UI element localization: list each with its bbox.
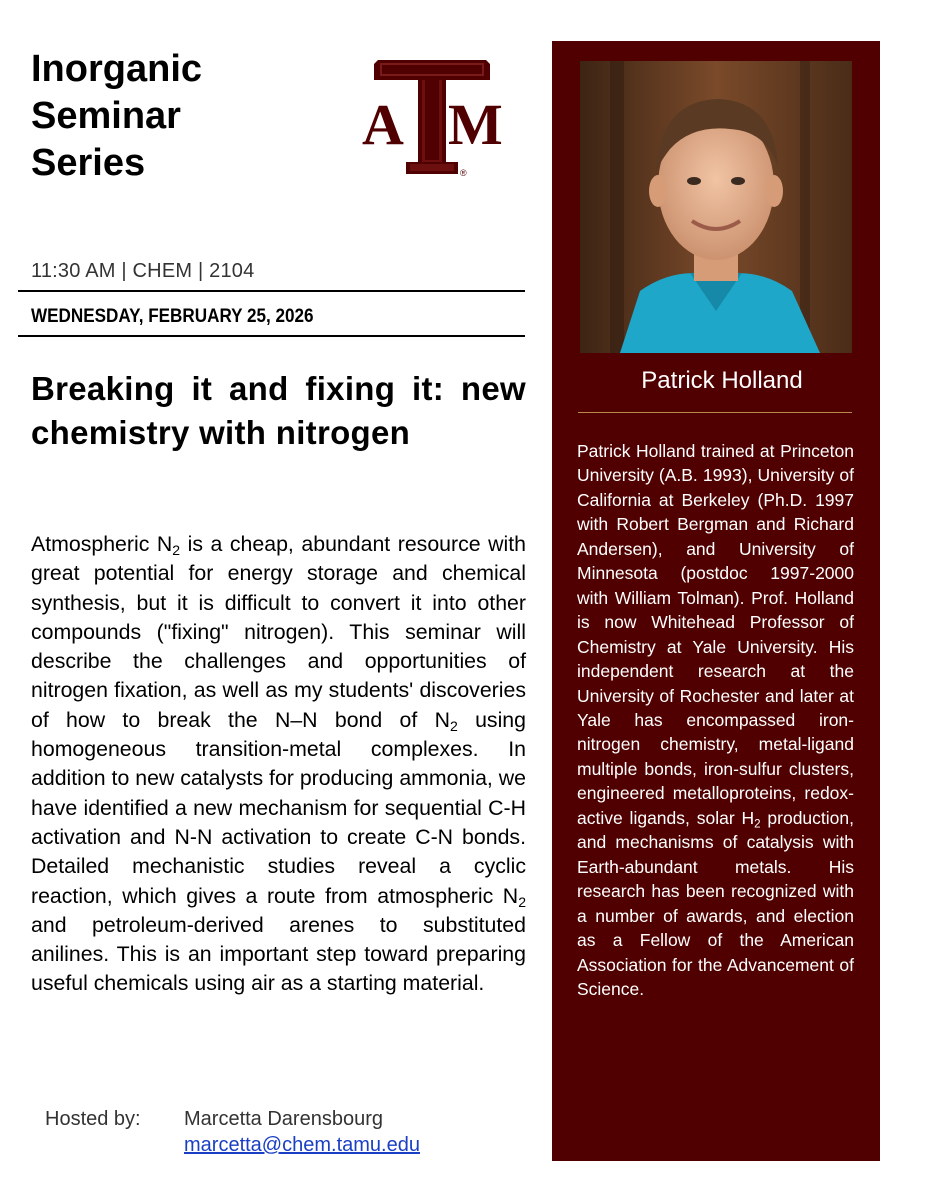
host-name: Marcetta Darensbourg [184,1108,383,1130]
subscript: 2 [754,818,761,831]
host-email-link[interactable]: marcetta@chem.tamu.edu [184,1134,420,1156]
host-label: Hosted by: [45,1108,141,1130]
series-title-line: Series [31,142,146,184]
abstract-text: using homogeneous transition-metal complexes. In addition to new catalysts for producing ammonia, we have identified a new mechanism for sequential C-H activation and N-N activation to create C-N bonds. Detailed mechanistic studies reveal a cyclic reaction, which gives a route from atmospheric N [31,707,526,908]
event-time-location: 11:30 AM | CHEM | 2104 [31,260,255,282]
subscript: 2 [449,717,458,734]
talk-title: Breaking it and fixing it: new chemistry with nitrogen [31,370,526,451]
speaker-bio [577,439,854,1001]
abstract-text: Atmospheric N [31,532,173,556]
speaker-photo-image [580,61,852,353]
event-date: WEDNESDAY, FEBRUARY 25, 2026 [31,306,314,327]
talk-abstract [31,530,526,999]
speaker-photo [580,61,852,353]
abstract-text: and petroleum-derived arenes to substituted anilines. This is an important step toward preparing useful chemicals using air as a starting material. [31,912,526,996]
abstract-text: is a cheap, abundant resource with great potential for energy storage and chemical synthesis, but it is difficult to convert it into other compounds ("fixing" nitrogen). This seminar will describe the challenges and opportunities of nitrogen fixation, as well as my students' discoveries of how to break the N–N bond of N [31,532,526,732]
subscript: 2 [172,542,181,559]
logo-letter-a: A [362,92,404,157]
speaker-name: Patrick Holland [641,367,803,394]
series-title-line: Seminar [31,95,181,137]
sidebar-divider [578,412,852,413]
bio-text: production, and mechanisms of catalysis with Earth-abundant metals. His research has been recognized with a number of awards, and election as a Fellow of the American Association for the Advancement of Science. [577,807,854,999]
bio-text: Patrick Holland trained at Princeton University (A.B. 1993), University of California at Berkeley (Ph.D. 1997 with Robert Bergman and Richard Andersen), and University of Minnesota (postdoc 1997-2000 with William Tolman). Prof. Holland is now Whitehead Professor of Chemistry at Yale University. His independent research at the University of Rochester and later at Yale has encompassed iron-nitrogen chemistry, metal-ligand multiple bonds, iron-sulfur clusters, engineered metalloproteins, redox-active ligands, solar H [577,441,854,828]
series-title [31,46,331,187]
logo-letter-m: M [448,92,503,157]
series-title-line: Inorganic [31,48,203,90]
subscript: 2 [518,893,526,910]
divider-rule [18,290,525,292]
logo-registered-mark: ® [460,168,467,178]
divider-rule [18,335,525,337]
speaker-sidebar [552,41,880,1161]
atm-logo [362,58,508,180]
